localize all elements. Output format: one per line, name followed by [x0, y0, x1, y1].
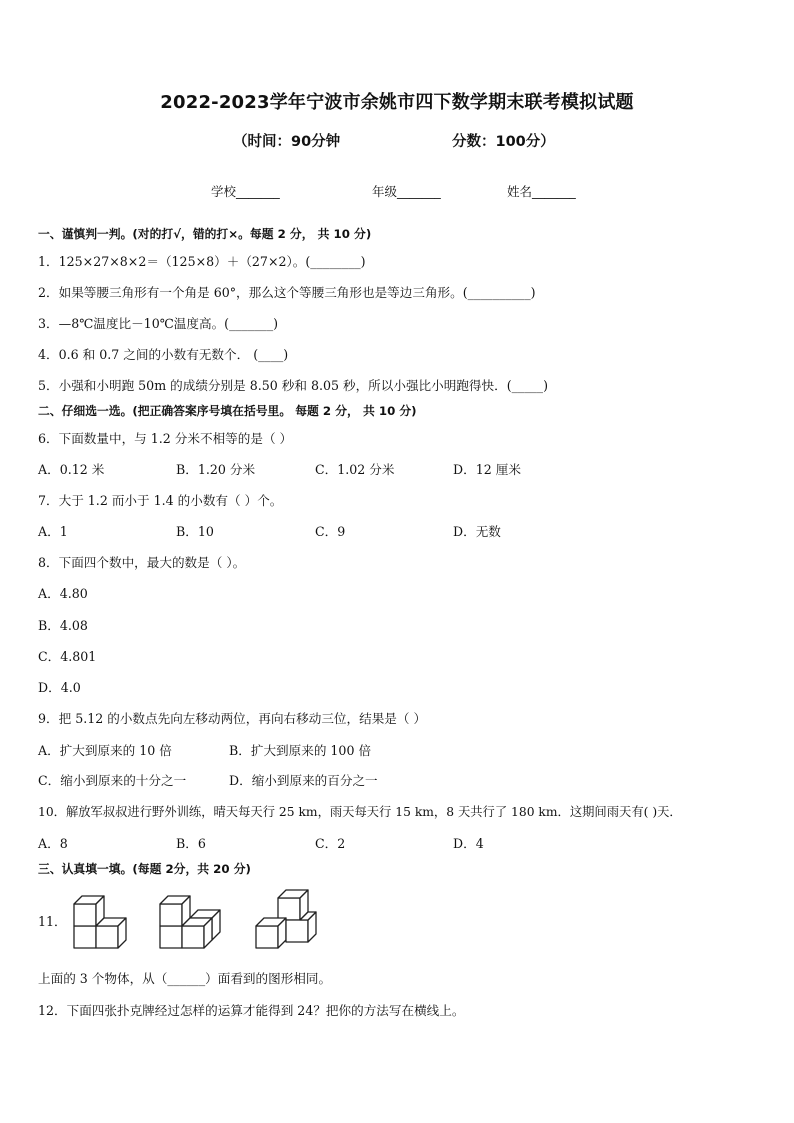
section-heading-choice: 二、仔细选一选。(把正确答案序号填在括号里。 每题 2 分， 共 10 分): [38, 404, 417, 418]
q8-option-a: A．4.80: [38, 586, 88, 601]
q10-option-b: B．6: [176, 836, 206, 851]
section-heading-judge: 一、谨慎判一判。(对的打√，错的打×。每题 2 分， 共 10 分): [38, 227, 372, 241]
q6-option-d: D．12 厘米: [453, 462, 521, 477]
q6-option-a: A．0.12 米: [38, 462, 105, 477]
q10-option-d: D．4: [453, 836, 484, 851]
q8-option-d: D．4.0: [38, 680, 81, 695]
section-heading-fill: 三、认真填一填。(每题 2分，共 20 分): [38, 862, 251, 876]
question-3: 3．—8℃温度比－10℃温度高。(_______): [38, 316, 279, 331]
question-12: 12．下面四张扑克牌经过怎样的运算才能得到 24？把你的方法写在横线上。: [38, 1003, 465, 1018]
question-7: 7．大于 1.2 而小于 1.4 的小数有（ ）个。: [38, 493, 283, 508]
q8-option-b: B．4.08: [38, 618, 88, 633]
q7-option-a: A．1: [38, 524, 68, 539]
exam-time: （时间：90分钟: [233, 134, 341, 150]
question-4: 4．0.6 和 0.7 之间的小数有无数个． (____): [38, 347, 289, 362]
q9-option-b: B．扩大到原来的 100 倍: [229, 743, 372, 758]
q10-option-a: A．8: [38, 836, 68, 851]
question-8: 8．下面四个数中，最大的数是（ ）。: [38, 555, 246, 570]
q7-option-b: B．10: [176, 524, 214, 539]
page-title: 2022-2023学年宁波市余姚市四下数学期末联考模拟试题: [160, 92, 634, 113]
name-field: 姓名_______: [507, 184, 576, 199]
q9-option-c: C．缩小到原来的十分之一: [38, 773, 187, 788]
cube-figure-3: [256, 890, 316, 948]
question-11-text: 上面的 3 个物体，从（______）面看到的图形相同。: [38, 971, 332, 986]
question-6: 6．下面数量中，与 1.2 分米不相等的是（ ）: [38, 431, 293, 446]
question-1: 1．125×27×8×2＝（125×8）＋（27×2）。(________): [38, 254, 366, 269]
cube-figure-1: [74, 896, 126, 948]
q9-option-a: A．扩大到原来的 10 倍: [38, 743, 172, 758]
grade-field: 年级_______: [372, 184, 441, 199]
q7-option-d: D．无数: [453, 524, 501, 539]
question-9: 9．把 5.12 的小数点先向左移动两位，再向右移动三位，结果是（ ）: [38, 711, 427, 726]
cube-figures: [72, 884, 332, 952]
exam-score: 分数：100分）: [452, 134, 555, 150]
question-2: 2．如果等腰三角形有一个角是 60°，那么这个等腰三角形也是等边三角形。(__________): [38, 285, 536, 300]
q7-option-c: C．9: [315, 524, 346, 539]
q10-option-c: C．2: [315, 836, 346, 851]
cube-figure-2: [160, 896, 220, 948]
school-field: 学校_______: [211, 184, 280, 199]
q6-option-c: C．1.02 分米: [315, 462, 395, 477]
q9-option-d: D．缩小到原来的百分之一: [229, 773, 378, 788]
question-11-number: 11．: [38, 914, 67, 929]
question-10: 10．解放军叔叔进行野外训练，晴天每天行 25 km，雨天每天行 15 km，8 天共行了 180 km．这期间雨天有( )天．: [38, 805, 682, 819]
q6-option-b: B．1.20 分米: [176, 462, 256, 477]
question-5: 5．小强和小明跑 50m 的成绩分别是 8.50 秒和 8.05 秒，所以小强比小明跑得快．(_____): [38, 378, 549, 393]
q8-option-c: C．4.801: [38, 649, 97, 664]
